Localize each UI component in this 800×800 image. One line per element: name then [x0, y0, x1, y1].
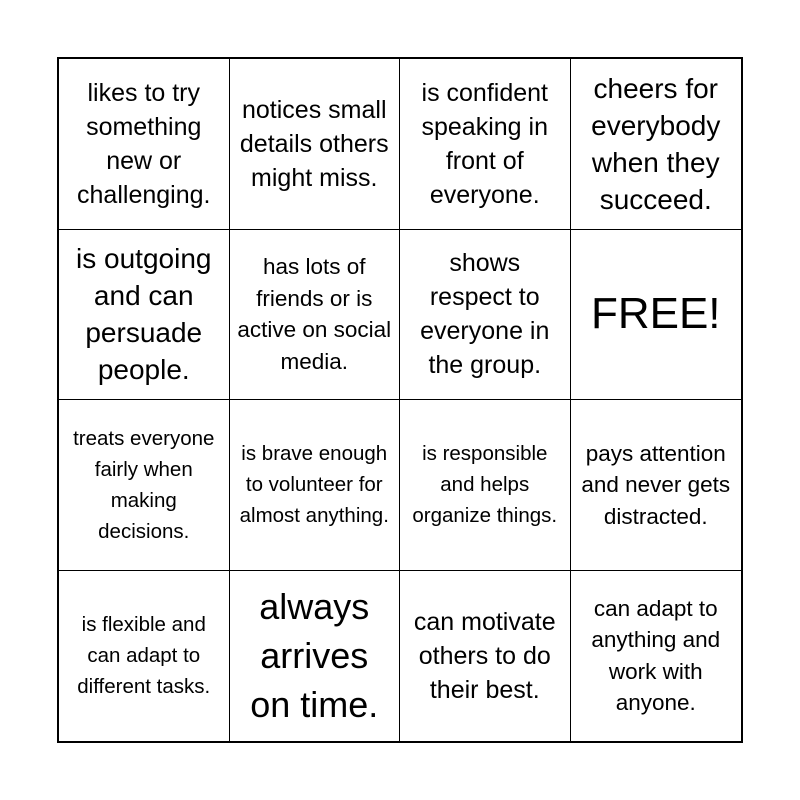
bingo-cell-r1-c3[interactable] [400, 59, 571, 230]
bingo-cell-text: can adapt to anything and work with anyone. [591, 595, 721, 716]
bingo-cell-r1-c1[interactable] [59, 59, 230, 230]
bingo-cell-text: is responsible and helps organize things. [412, 442, 558, 528]
bingo-cell-r3-c4[interactable] [571, 400, 742, 571]
bingo-cell-r3-c2[interactable] [230, 400, 401, 571]
bingo-cell-text: FREE! [590, 289, 721, 339]
bingo-cell-r2-c3[interactable] [400, 230, 571, 401]
bingo-cell-text: always arrives on time. [250, 586, 379, 726]
bingo-cell-text: is brave enough to volunteer for almost anything. [239, 442, 389, 528]
bingo-cell-text: pays attention and never gets distracted. [581, 440, 731, 529]
bingo-cell-text: is confident speaking in front of everyone. [421, 78, 548, 209]
bingo-cell-r4-c3[interactable] [400, 571, 571, 742]
bingo-cell-text: notices small details others might miss. [239, 95, 389, 192]
bingo-cell-r2-c1[interactable] [59, 230, 230, 401]
bingo-cell-text: is outgoing and can persuade people. [76, 243, 212, 386]
bingo-cell-text: has lots of friends or is active on social media. [237, 254, 392, 374]
bingo-cell-text: likes to try something new or challenging. [77, 78, 211, 209]
bingo-cell-free[interactable] [571, 230, 742, 401]
bingo-cell-text: is flexible and can adapt to different tasks. [77, 613, 211, 699]
bingo-cell-r1-c4[interactable] [571, 59, 742, 230]
bingo-cell-r4-c4[interactable] [571, 571, 742, 742]
bingo-cell-r4-c1[interactable] [59, 571, 230, 742]
bingo-cell-text: treats everyone fairly when making decisions. [73, 426, 215, 543]
bingo-cell-r1-c2[interactable] [230, 59, 401, 230]
bingo-cell-r3-c1[interactable] [59, 400, 230, 571]
bingo-cell-text: shows respect to everyone in the group. [420, 249, 550, 380]
bingo-cell-text: cheers for everybody when they succeed. [591, 72, 721, 215]
bingo-board [57, 57, 743, 743]
bingo-cell-r2-c2[interactable] [230, 230, 401, 401]
bingo-cell-r3-c3[interactable] [400, 400, 571, 571]
bingo-cell-text: can motivate others to do their best. [413, 607, 556, 704]
bingo-cell-r4-c2[interactable] [230, 571, 401, 742]
